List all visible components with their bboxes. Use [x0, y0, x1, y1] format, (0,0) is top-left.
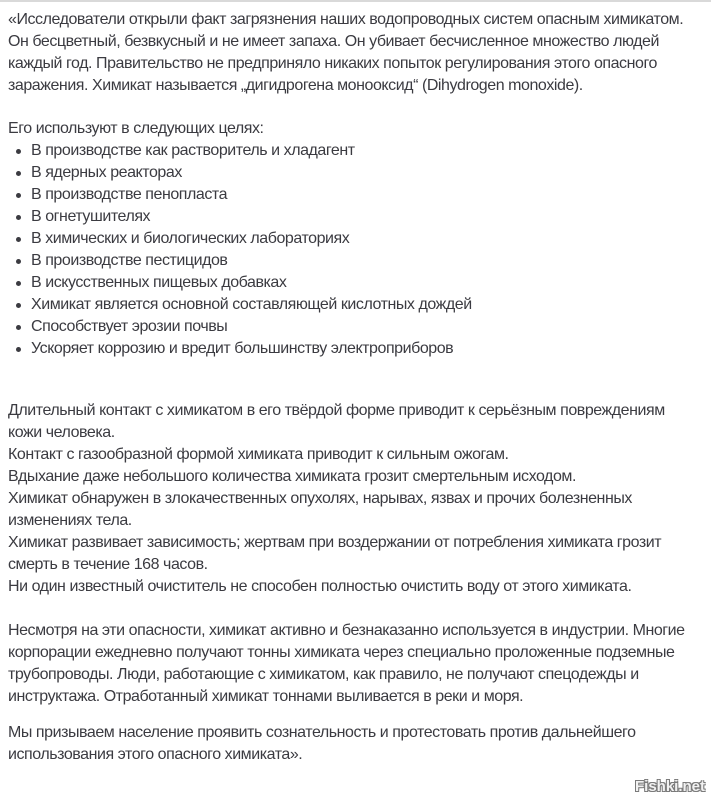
list-item [8, 294, 701, 316]
list-item-label: В производстве как растворитель и хладагент [31, 142, 355, 159]
effect-line: Длительный контакт с химикатом в его твёрдой форме приводит к серьёзным повреждениям кожи человека. [8, 402, 665, 441]
list-item-label: Ускоряет коррозию и вредит большинству электроприборов [31, 340, 454, 357]
effect-line: Химикат обнаружен в злокачественных опухолях, нарывах, язвах и прочих болезненных изменениях тела. [8, 490, 632, 529]
list-item [8, 272, 701, 294]
bullet-icon [16, 149, 21, 154]
paragraph-intro: «Исследователи открыли факт загрязнения наших водопроводных систем опасным химикатом. Он бесцветный, безвкусный и не имеет запаха. Он убивает бесчисленное множество людей каждый год. Правительство не предприняло никаких попыток регулирования этого опасного заражения. Химикат называется „дигидрогена монооксид“ (Dihydrogen monoxide). [8, 11, 684, 94]
list-item [8, 338, 701, 360]
effect-line: Контакт с газообразной формой химиката приводит к сильным ожогам. [8, 446, 509, 463]
paragraph-closing: Мы призываем население проявить сознательность и протестовать против дальнейшего использования этого опасного химиката». [8, 724, 636, 763]
bullet-icon [16, 347, 21, 352]
effects-block [8, 400, 701, 598]
bullet-icon [16, 325, 21, 330]
list-item [8, 228, 701, 250]
bullet-icon [16, 237, 21, 242]
paragraph-industry: Несмотря на эти опасности, химикат активно и безнаказанно используется в индустрии. Многие корпорации ежедневно получают тонны химиката через специально проложенные подземные трубопроводы. Люди, работающие с химикатом, как правило, не получают спецодежды и инструктажа. Отработанный химикат тоннами выливается в реки и моря. [8, 622, 685, 705]
bullet-icon [16, 193, 21, 198]
effect-line: Химикат развивает зависимость; жертвам при воздержании от потребления химиката грозит смерть в течение 168 часов. [8, 534, 662, 573]
list-item-label: В искусственных пищевых добавках [31, 274, 287, 291]
bullet-icon [16, 215, 21, 220]
list-item-label: В производстве пенопласта [31, 186, 228, 203]
list-item-label: Химикат является основной составляющей кислотных дождей [31, 296, 472, 313]
bullet-icon [16, 303, 21, 308]
watermark-fishki: Fishki.net [634, 778, 705, 795]
list-item-label: В огнетушителях [31, 208, 151, 225]
list-item [8, 162, 701, 184]
bullet-icon [16, 281, 21, 286]
list-item-label: Способствует эрозии почвы [31, 318, 228, 335]
list-item [8, 250, 701, 272]
list-item-label: В ядерных реакторах [31, 164, 182, 181]
list-item [8, 140, 701, 162]
list-item-label: В производстве пестицидов [31, 252, 228, 269]
effect-line: Ни один известный очиститель не способен полностью очистить воду от этого химиката. [8, 578, 632, 595]
effect-line: Вдыхание даже небольшого количества химиката грозит смертельным исходом. [8, 468, 576, 485]
bullet-icon [16, 171, 21, 176]
list-item-label: В химических и биологических лабораториях [31, 230, 350, 247]
list-item [8, 184, 701, 206]
uses-heading: Его используют в следующих целях: [8, 120, 264, 137]
list-item [8, 316, 701, 338]
uses-list [8, 140, 701, 360]
list-item [8, 206, 701, 228]
bullet-icon [16, 259, 21, 264]
